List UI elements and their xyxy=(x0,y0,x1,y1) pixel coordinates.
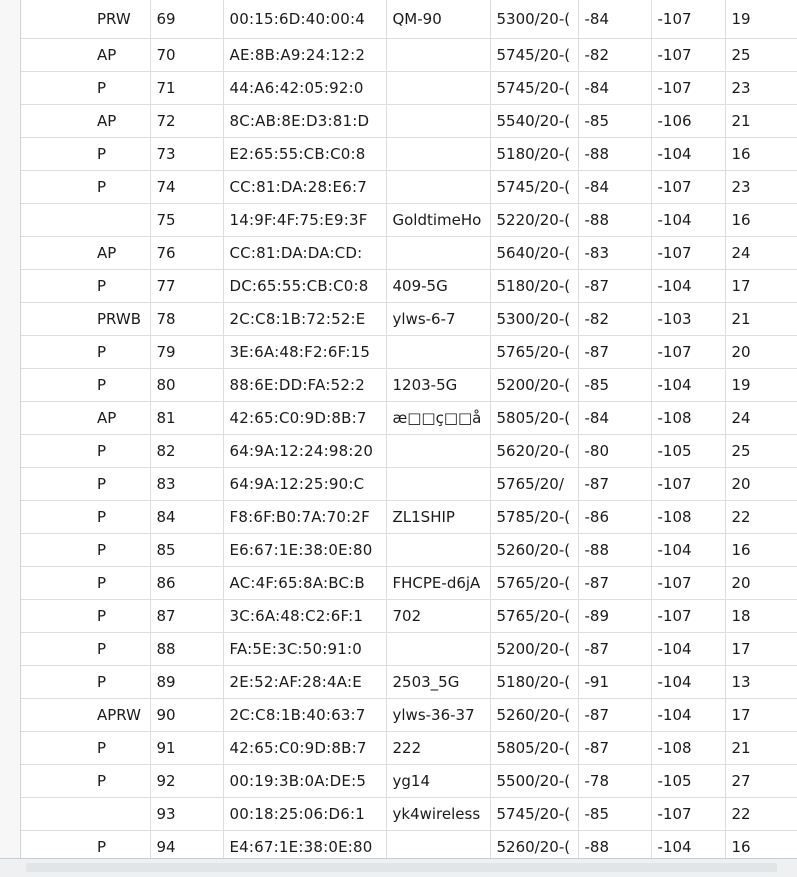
cell-flags: P xyxy=(21,534,150,567)
cell-rssi: -88 xyxy=(578,534,651,567)
cell-channel: 5765/20-( xyxy=(490,567,578,600)
cell-ssid xyxy=(386,138,490,171)
cell-channel: 5500/20-( xyxy=(490,765,578,798)
cell-channel: 5180/20-( xyxy=(490,666,578,699)
cell-rssi: -78 xyxy=(578,765,651,798)
cell-number: 80 xyxy=(150,369,223,402)
cell-mac: 3C:6A:48:C2:6F:1 xyxy=(223,600,386,633)
cell-number: 74 xyxy=(150,171,223,204)
cell-flags: AP xyxy=(21,39,150,72)
cell-flags xyxy=(21,798,150,831)
cell-rssi: -83 xyxy=(578,237,651,270)
cell-mac: 42:65:C0:9D:8B:7 xyxy=(223,732,386,765)
cell-noise: -107 xyxy=(651,39,725,72)
cell-rssi: -89 xyxy=(578,600,651,633)
cell-mac: F8:6F:B0:7A:70:2F xyxy=(223,501,386,534)
table-row[interactable] xyxy=(21,270,797,303)
cell-flags: P xyxy=(21,666,150,699)
cell-channel: 5745/20-( xyxy=(490,39,578,72)
cell-ssid: 222 xyxy=(386,732,490,765)
cell-number: 78 xyxy=(150,303,223,336)
cell-snr: 22 xyxy=(725,798,797,831)
cell-rssi: -84 xyxy=(578,171,651,204)
cell-channel: 5745/20-( xyxy=(490,171,578,204)
cell-rssi: -87 xyxy=(578,468,651,501)
cell-rssi: -87 xyxy=(578,699,651,732)
table-row[interactable] xyxy=(21,105,797,138)
table-row[interactable] xyxy=(21,138,797,171)
cell-snr: 24 xyxy=(725,402,797,435)
cell-noise: -104 xyxy=(651,369,725,402)
table-row[interactable] xyxy=(21,732,797,765)
cell-mac: 3E:6A:48:F2:6F:15 xyxy=(223,336,386,369)
cell-noise: -108 xyxy=(651,402,725,435)
cell-flags: P xyxy=(21,336,150,369)
cell-noise: -105 xyxy=(651,765,725,798)
cell-noise: -107 xyxy=(651,468,725,501)
cell-flags: P xyxy=(21,732,150,765)
cell-snr: 19 xyxy=(725,369,797,402)
cell-snr: 16 xyxy=(725,138,797,171)
cell-channel: 5640/20-( xyxy=(490,237,578,270)
cell-noise: -104 xyxy=(651,633,725,666)
cell-ssid: æ□□ç□□å xyxy=(386,402,490,435)
cell-noise: -103 xyxy=(651,303,725,336)
cell-channel: 5260/20-( xyxy=(490,699,578,732)
table-row[interactable] xyxy=(21,567,797,600)
cell-flags: P xyxy=(21,600,150,633)
cell-number: 87 xyxy=(150,600,223,633)
cell-mac: 00:19:3B:0A:DE:5 xyxy=(223,765,386,798)
cell-noise: -104 xyxy=(651,270,725,303)
cell-number: 75 xyxy=(150,204,223,237)
cell-snr: 27 xyxy=(725,765,797,798)
cell-channel: 5200/20-( xyxy=(490,633,578,666)
cell-ssid xyxy=(386,72,490,105)
cell-number: 72 xyxy=(150,105,223,138)
table-row[interactable] xyxy=(21,468,797,501)
cell-noise: -107 xyxy=(651,798,725,831)
table-row[interactable] xyxy=(21,600,797,633)
cell-snr: 19 xyxy=(725,0,797,39)
cell-snr: 20 xyxy=(725,567,797,600)
cell-mac: E6:67:1E:38:0E:80 xyxy=(223,534,386,567)
scrollbar-track[interactable] xyxy=(26,863,777,872)
cell-noise: -107 xyxy=(651,600,725,633)
cell-flags: P xyxy=(21,831,150,864)
cell-flags: P xyxy=(21,138,150,171)
cell-channel: 5220/20-( xyxy=(490,204,578,237)
cell-snr: 23 xyxy=(725,72,797,105)
cell-snr: 25 xyxy=(725,435,797,468)
cell-number: 90 xyxy=(150,699,223,732)
cell-mac: AE:8B:A9:24:12:2 xyxy=(223,39,386,72)
cell-channel: 5540/20-( xyxy=(490,105,578,138)
cell-channel: 5300/20-( xyxy=(490,0,578,39)
cell-noise: -104 xyxy=(651,699,725,732)
cell-number: 77 xyxy=(150,270,223,303)
cell-mac: E4:67:1E:38:0E:80 xyxy=(223,831,386,864)
cell-rssi: -88 xyxy=(578,204,651,237)
cell-rssi: -91 xyxy=(578,666,651,699)
cell-number: 89 xyxy=(150,666,223,699)
cell-noise: -104 xyxy=(651,534,725,567)
cell-flags: P xyxy=(21,435,150,468)
horizontal-scrollbar[interactable] xyxy=(0,858,797,877)
table-row[interactable] xyxy=(21,39,797,72)
cell-flags: PRW xyxy=(21,0,150,39)
cell-flags: APRW xyxy=(21,699,150,732)
cell-number: 88 xyxy=(150,633,223,666)
cell-ssid xyxy=(386,435,490,468)
cell-rssi: -84 xyxy=(578,0,651,39)
cell-snr: 25 xyxy=(725,39,797,72)
left-gutter xyxy=(0,0,21,858)
cell-noise: -107 xyxy=(651,567,725,600)
cell-mac: 2C:C8:1B:72:52:E xyxy=(223,303,386,336)
cell-flags: PRWB xyxy=(21,303,150,336)
cell-mac: 88:6E:DD:FA:52:2 xyxy=(223,369,386,402)
cell-channel: 5180/20-( xyxy=(490,138,578,171)
cell-snr: 24 xyxy=(725,237,797,270)
cell-rssi: -88 xyxy=(578,138,651,171)
cell-flags: AP xyxy=(21,402,150,435)
table-row[interactable] xyxy=(21,72,797,105)
cell-channel: 5745/20-( xyxy=(490,72,578,105)
cell-channel: 5765/20-( xyxy=(490,600,578,633)
table-row[interactable] xyxy=(21,699,797,732)
cell-snr: 22 xyxy=(725,501,797,534)
cell-number: 94 xyxy=(150,831,223,864)
cell-flags xyxy=(21,204,150,237)
cell-channel: 5805/20-( xyxy=(490,732,578,765)
cell-flags: P xyxy=(21,171,150,204)
table-row[interactable] xyxy=(21,204,797,237)
cell-number: 83 xyxy=(150,468,223,501)
table-row[interactable] xyxy=(21,666,797,699)
cell-flags: P xyxy=(21,765,150,798)
cell-noise: -107 xyxy=(651,0,725,39)
cell-snr: 18 xyxy=(725,600,797,633)
cell-ssid xyxy=(386,468,490,501)
table-row[interactable] xyxy=(21,171,797,204)
cell-channel: 5260/20-( xyxy=(490,831,578,864)
cell-snr: 16 xyxy=(725,831,797,864)
cell-noise: -104 xyxy=(651,666,725,699)
cell-channel: 5785/20-( xyxy=(490,501,578,534)
table-row[interactable] xyxy=(21,0,797,39)
cell-mac: AC:4F:65:8A:BC:B xyxy=(223,567,386,600)
table-row[interactable] xyxy=(21,402,797,435)
cell-snr: 20 xyxy=(725,336,797,369)
cell-ssid: 702 xyxy=(386,600,490,633)
cell-rssi: -82 xyxy=(578,39,651,72)
cell-ssid xyxy=(386,633,490,666)
cell-flags: P xyxy=(21,270,150,303)
cell-ssid: GoldtimeHo xyxy=(386,204,490,237)
cell-ssid: 409-5G xyxy=(386,270,490,303)
cell-snr: 16 xyxy=(725,534,797,567)
cell-ssid: yg14 xyxy=(386,765,490,798)
cell-mac: DC:65:55:CB:C0:8 xyxy=(223,270,386,303)
cell-noise: -107 xyxy=(651,72,725,105)
cell-ssid xyxy=(386,171,490,204)
cell-ssid xyxy=(386,237,490,270)
cell-ssid: 2503_5G xyxy=(386,666,490,699)
cell-snr: 13 xyxy=(725,666,797,699)
cell-channel: 5180/20-( xyxy=(490,270,578,303)
cell-noise: -104 xyxy=(651,204,725,237)
cell-noise: -107 xyxy=(651,336,725,369)
cell-flags: P xyxy=(21,567,150,600)
cell-ssid: ylws-36-37 xyxy=(386,699,490,732)
cell-channel: 5200/20-( xyxy=(490,369,578,402)
cell-flags: P xyxy=(21,501,150,534)
cell-mac: 2C:C8:1B:40:63:7 xyxy=(223,699,386,732)
cell-ssid: 1203-5G xyxy=(386,369,490,402)
cell-noise: -107 xyxy=(651,171,725,204)
cell-flags: P xyxy=(21,369,150,402)
table-row[interactable] xyxy=(21,369,797,402)
cell-snr: 21 xyxy=(725,732,797,765)
cell-rssi: -84 xyxy=(578,72,651,105)
cell-snr: 23 xyxy=(725,171,797,204)
table-row[interactable] xyxy=(21,336,797,369)
cell-snr: 17 xyxy=(725,699,797,732)
table-row[interactable] xyxy=(21,534,797,567)
cell-snr: 20 xyxy=(725,468,797,501)
cell-number: 81 xyxy=(150,402,223,435)
cell-mac: 00:15:6D:40:00:4 xyxy=(223,0,386,39)
cell-channel: 5300/20-( xyxy=(490,303,578,336)
cell-rssi: -84 xyxy=(578,402,651,435)
cell-flags: AP xyxy=(21,237,150,270)
cell-mac: CC:81:DA:DA:CD: xyxy=(223,237,386,270)
cell-noise: -108 xyxy=(651,501,725,534)
cell-number: 91 xyxy=(150,732,223,765)
table-row[interactable] xyxy=(21,303,797,336)
cell-number: 93 xyxy=(150,798,223,831)
cell-ssid: yk4wireless xyxy=(386,798,490,831)
cell-mac: CC:81:DA:28:E6:7 xyxy=(223,171,386,204)
cell-flags: P xyxy=(21,633,150,666)
cell-rssi: -85 xyxy=(578,369,651,402)
table-row[interactable] xyxy=(21,237,797,270)
cell-flags: P xyxy=(21,72,150,105)
table-row[interactable] xyxy=(21,765,797,798)
cell-channel: 5805/20-( xyxy=(490,402,578,435)
cell-mac: 2E:52:AF:28:4A:E xyxy=(223,666,386,699)
cell-flags: AP xyxy=(21,105,150,138)
cell-noise: -106 xyxy=(651,105,725,138)
cell-rssi: -87 xyxy=(578,270,651,303)
cell-snr: 21 xyxy=(725,105,797,138)
cell-snr: 16 xyxy=(725,204,797,237)
cell-number: 82 xyxy=(150,435,223,468)
cell-mac: FA:5E:3C:50:91:0 xyxy=(223,633,386,666)
cell-ssid xyxy=(386,105,490,138)
cell-ssid: ZL1SHIP xyxy=(386,501,490,534)
cell-mac: 64:9A:12:24:98:20 xyxy=(223,435,386,468)
cell-rssi: -80 xyxy=(578,435,651,468)
table-row[interactable] xyxy=(21,633,797,666)
table-row[interactable] xyxy=(21,798,797,831)
cell-rssi: -88 xyxy=(578,831,651,864)
cell-snr: 17 xyxy=(725,270,797,303)
cell-channel: 5745/20-( xyxy=(490,798,578,831)
cell-noise: -108 xyxy=(651,732,725,765)
cell-noise: -104 xyxy=(651,831,725,864)
cell-flags: P xyxy=(21,468,150,501)
scan-results-table xyxy=(21,0,797,864)
cell-number: 92 xyxy=(150,765,223,798)
cell-rssi: -85 xyxy=(578,798,651,831)
cell-snr: 21 xyxy=(725,303,797,336)
cell-mac: 42:65:C0:9D:8B:7 xyxy=(223,402,386,435)
cell-rssi: -87 xyxy=(578,336,651,369)
cell-channel: 5765/20/ xyxy=(490,468,578,501)
cell-number: 86 xyxy=(150,567,223,600)
cell-number: 69 xyxy=(150,0,223,39)
table-row[interactable] xyxy=(21,501,797,534)
cell-ssid xyxy=(386,39,490,72)
cell-rssi: -87 xyxy=(578,567,651,600)
cell-number: 73 xyxy=(150,138,223,171)
cell-channel: 5765/20-( xyxy=(490,336,578,369)
cell-rssi: -85 xyxy=(578,105,651,138)
cell-mac: 64:9A:12:25:90:C xyxy=(223,468,386,501)
cell-mac: 8C:AB:8E:D3:81:D xyxy=(223,105,386,138)
cell-rssi: -87 xyxy=(578,633,651,666)
cell-ssid xyxy=(386,534,490,567)
cell-ssid: ylws-6-7 xyxy=(386,303,490,336)
cell-number: 71 xyxy=(150,72,223,105)
cell-snr: 17 xyxy=(725,633,797,666)
cell-number: 85 xyxy=(150,534,223,567)
cell-noise: -104 xyxy=(651,138,725,171)
cell-ssid: FHCPE-d6jA xyxy=(386,567,490,600)
cell-noise: -107 xyxy=(651,237,725,270)
cell-rssi: -87 xyxy=(578,732,651,765)
cell-rssi: -82 xyxy=(578,303,651,336)
cell-mac: 00:18:25:06:D6:1 xyxy=(223,798,386,831)
cell-number: 76 xyxy=(150,237,223,270)
cell-mac: 14:9F:4F:75:E9:3F xyxy=(223,204,386,237)
table-row[interactable] xyxy=(21,435,797,468)
cell-number: 70 xyxy=(150,39,223,72)
cell-channel: 5620/20-( xyxy=(490,435,578,468)
cell-mac: E2:65:55:CB:C0:8 xyxy=(223,138,386,171)
cell-number: 84 xyxy=(150,501,223,534)
cell-channel: 5260/20-( xyxy=(490,534,578,567)
cell-mac: 44:A6:42:05:92:0 xyxy=(223,72,386,105)
cell-ssid xyxy=(386,336,490,369)
cell-ssid: QM-90 xyxy=(386,0,490,39)
cell-noise: -105 xyxy=(651,435,725,468)
cell-number: 79 xyxy=(150,336,223,369)
cell-rssi: -86 xyxy=(578,501,651,534)
